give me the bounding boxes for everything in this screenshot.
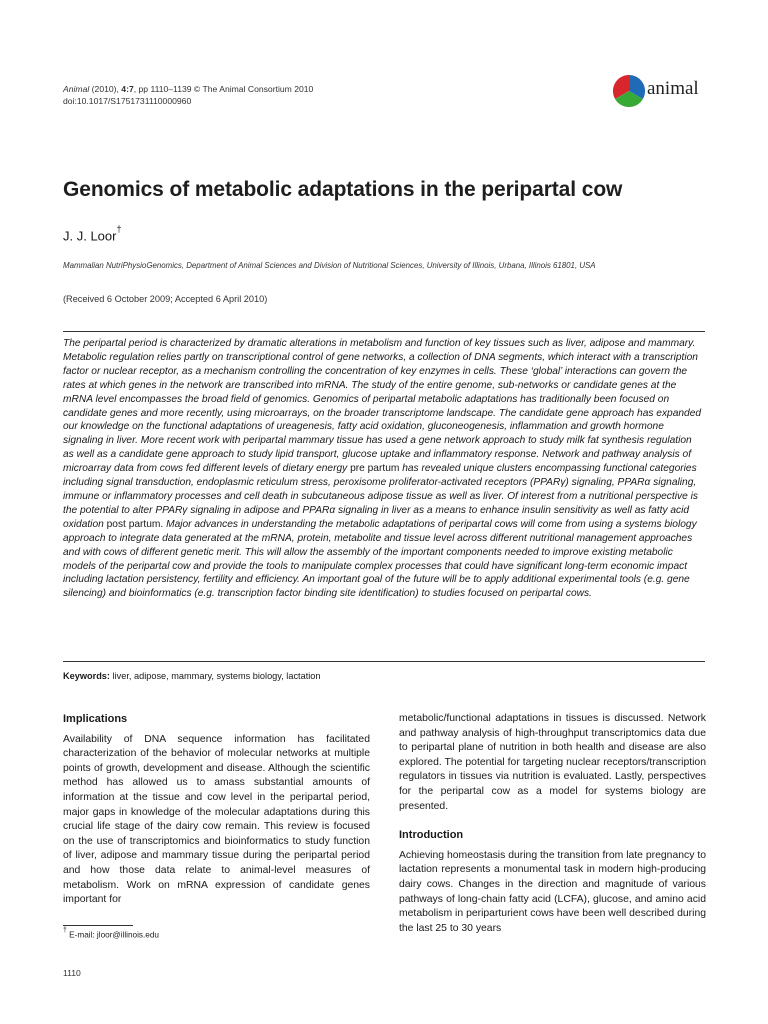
footnote-rule — [63, 925, 133, 926]
citation-line — [63, 83, 313, 95]
author — [63, 224, 122, 244]
journal-logo — [612, 74, 708, 110]
page-number: 1110 — [63, 968, 81, 978]
implications-text: Availability of DNA sequence information has facilitated characterization of the behavior of molecular networks at multiple points of growth, development and disease. Although the scientific method has allowed us to amass substantial amounts of information at the tissue and cow level in the peripartal period, major gaps in knowledge of the molecular adaptations during this crucial life stage of the dairy cow remain. This review is focused on the use of transcriptomics and bioinformatics to study function of liver, adipose and mammary tissue during the peripartal period and how those data relate to animal-level measures of metabolism. Work on mRNA expression of candidate genes important for — [63, 733, 370, 906]
journal-year: (2010), — [91, 84, 119, 94]
footnote — [63, 929, 159, 940]
abstract-upright-2: post partum. — [103, 518, 167, 530]
abstract-part-1: The peripartal period is characterized by dramatic alterations in metabolism and function of key tissues such as liver, adipose and mammary. Metabolic regulation relies partly on transcriptional control of gene networks, a collection of DNA segments, which interact with a transcription factor or nuclear receptor, as a mechanism controlling the concentration of key enzymes in cells. These ‘global’ interactions can govern the rates at which genes in the network are transcribed into mRNA. The study of the entire genome, sub-networks or candidate genes at the mRNA level encompasses the broad field of genomics. Genomics of peripartal metabolic adaptations has traditionally been focused on candidate genes and more recently, using microarrays, on the broader transcriptome landscape. The candidate gene approach has expanded our knowledge on the functional adaptations of ureagenesis, fatty acid oxidation, gluconeogenesis, inflammation and growth hormone signaling in liver. More recent work with peripartal mammary tissue has used a gene network approach to study milk fat synthesis regulation as well as a candidate gene approach to study lipid transport, glucose uptake and inflammatory response. Network and pathway analysis of microarray data from cows fed different levels of dietary energy — [63, 338, 702, 475]
logo-text: animal — [647, 78, 699, 99]
journal-volume: 4:7 — [121, 84, 134, 94]
abstract — [63, 337, 705, 601]
author-footnote-mark: † — [116, 224, 122, 234]
right-column — [399, 712, 706, 936]
abstract-top-rule — [63, 331, 705, 332]
left-column — [63, 712, 370, 908]
affiliation: Mammalian NutriPhysioGenomics, Department of Animal Sciences and Division of Nutritional Sciences, University of Illinois, Urbana, Illinois 61801, USA — [63, 261, 596, 270]
keywords-text: liver, adipose, mammary, systems biology, lactation — [109, 671, 321, 681]
implications-heading: Implications — [63, 713, 128, 725]
journal-pages: , pp 1110–1139 © The Animal Consortium 2010 — [133, 84, 314, 94]
footnote-mark: † — [63, 927, 67, 934]
received-dates: (Received 6 October 2009; Accepted 6 April 2010) — [63, 294, 268, 304]
keywords-label: Keywords: — [63, 671, 110, 681]
abstract-part-3: Major advances in understanding the metabolic adaptations of peripartal cows will come from using a systems biology approach to integrate data generated at the mRNA, protein, metabolite and tissue level across different nutritional management approaches and with cows of different genetic merit. This will allow the assembly of the important components needed to improve existing metabolic models of the peripartal cow and provide the tools to manipulate complex processes that could have significant long-term economic impact including lactation persistency, fertility and efficiency. An important goal of the future will be to apply additional experimental tools (e.g. gene silencing) and bioinformatics (e.g. transcription factor binding site identification) to studies focused on peripartal cows. — [63, 518, 697, 600]
introduction-text: Achieving homeostasis during the transition from late pregnancy to lactation represents a monumental task in modern high-producing dairy cows. Changes in the direction and magnitude of various pathways of long-chain fatty acid (LCFA), glucose, and amino acid metabolism in periparturient cows have been well described during the last 25 to 30 years — [399, 849, 706, 934]
abstract-upright-1: pre partum — [347, 463, 403, 475]
introduction-heading: Introduction — [399, 829, 464, 842]
citation-header — [63, 83, 313, 107]
implications-continued-text: metabolic/functional adaptations in tissues is discussed. Network and pathway analysis of high-throughput transcriptomics data due to peripartal plane of nutrition in both health and disease are also explored. The potential for targeting nuclear receptors/transcription regulators in tissues via nutrition is evaluated. Lastly, perspectives for the peripartal cow as a model for systems biology are presented. — [399, 713, 706, 812]
logo-circle-icon — [612, 74, 646, 108]
article-title: Genomics of metabolic adaptations in the peripartal cow — [63, 178, 623, 201]
doi[interactable]: doi:10.1017/S1751731110000960 — [63, 96, 192, 106]
author-name: J. J. Loor — [63, 228, 117, 244]
footnote-email[interactable]: E-mail: jloor@illinois.edu — [66, 930, 159, 940]
abstract-part-2: has revealed unique clusters encompassing functional categories including signal transduction, endoplasmic reticulum stress, peroxisome proliferator-activated receptors (PPARγ) signaling, PPARα signaling, immune or inflammatory processes and cell death in subcutaneous adipose tissue as well as liver. Of interest from a nutritional perspective is the potential to alter PPARγ signaling in adipose and PPARα signaling in liver as a means to enhance insulin sensitivity as well as fatty acid oxidation — [63, 463, 698, 530]
journal-name: Animal — [63, 84, 90, 94]
abstract-bottom-rule — [63, 661, 705, 662]
keywords — [63, 671, 321, 681]
